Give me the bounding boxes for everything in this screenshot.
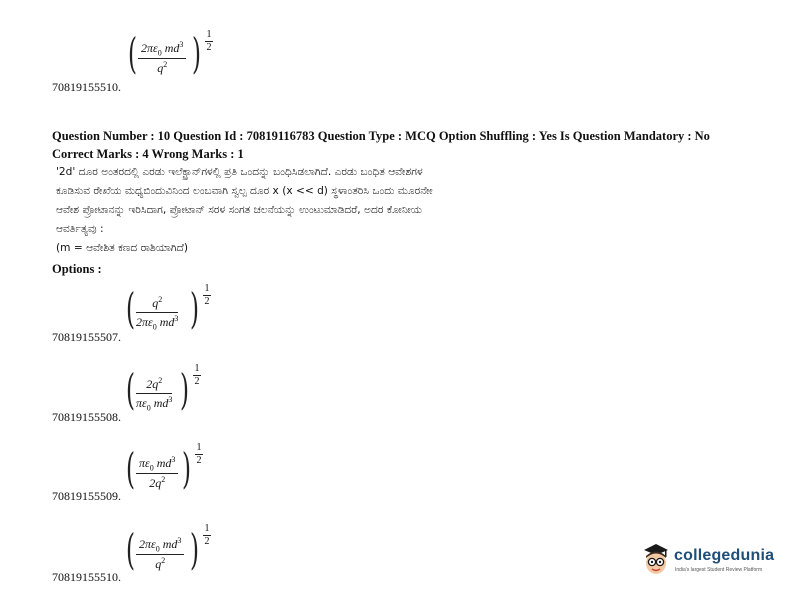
fraction: $\frac{2\pi\varepsilon_0 md^3}{q^2}$ — [136, 536, 184, 572]
question-text-line: (m = ಆವೇಶಿತ ಕಣದ ರಾಶಿಯಾಗಿದೆ) — [56, 242, 189, 254]
right-paren: ) — [180, 365, 190, 414]
exponent-half: 1 2 — [196, 442, 202, 466]
right-paren: ) — [182, 444, 192, 493]
left-paren: ( — [126, 444, 136, 493]
option-expression — [126, 442, 216, 495]
option-id: 70819155507. — [52, 330, 121, 344]
student-mascot-icon — [641, 543, 671, 577]
option-expression — [126, 523, 216, 576]
top-option-expression — [128, 29, 218, 80]
option-expression — [126, 363, 216, 416]
fraction: $\frac{\pi\varepsilon_0 md^3}{2q^2}$ — [136, 455, 178, 491]
fraction: $\frac{2q^2}{\pi\varepsilon_0 md^3}$ — [136, 376, 173, 413]
question-text-line: ಕೂಡಿಸುವ ರೇಖೆಯ ಮಧ್ಯಬಿಂದುವಿನಿಂದ ಲಂಬವಾಗಿ ಸ್ವಲ್ಪ ದೂರ x (x << d) ಸ್ಥಳಾಂತರಿಸಿ ಒಂದು ಮೂರನೇೕ — [56, 185, 433, 197]
question-text-line: ಆವರ್ತಿತ್ಯವು : — [56, 223, 104, 235]
option-id: 70819155509. — [52, 489, 121, 503]
left-paren: ( — [126, 284, 136, 333]
logo-tagline: India's largest Student Review Platform — [675, 567, 763, 573]
left-paren: ( — [126, 525, 136, 574]
right-paren: ) — [190, 525, 200, 574]
option-id: 70819155508. — [52, 410, 121, 424]
question-header-line1: Question Number : 10 Question Id : 70819116783 Question Type : MCQ Option Shuffling : Yes Is Question Mandatory : No — [52, 129, 710, 143]
exponent-half: 1 2 — [206, 29, 212, 53]
left-paren: ( — [128, 29, 138, 78]
collegedunia-logo — [641, 543, 781, 579]
option-id: 70819155510. — [52, 80, 121, 94]
fraction: $\frac{2\pi\varepsilon_0 md^3}{q^2}$ — [138, 40, 186, 76]
question-text — [56, 163, 433, 258]
left-paren: ( — [126, 365, 136, 414]
fraction: $\frac{q^2}{2\pi\varepsilon_0 md^3}$ — [136, 295, 179, 332]
question-header-line2: Correct Marks : 4 Wrong Marks : 1 — [52, 147, 244, 161]
options-label: Options : — [52, 262, 102, 276]
exponent-half: 1 2 — [204, 283, 210, 307]
option-id: 70819155510. — [52, 570, 121, 584]
question-text-line: ಆವೇಶ ಪ್ರೋಟಾನನ್ನು ಇರಿಸಿದಾಗ, ಪ್ರೋಟಾನ್ ಸರಳ ಸಂಗತ ಚಲನೆಯನ್ನು ಉಂಟುಮಾಡಿದರೆ, ಅದರ ಕೋನೀಯ — [56, 204, 423, 216]
right-paren: ) — [192, 29, 202, 78]
exponent-half: 1 2 — [194, 363, 200, 387]
question-text-line: '2d' ದೂರ ಅಂತರದಲ್ಲಿ ಎರಡು ಇಲೆಕ್ಟ್ರಾನ್‌ಗಳಲ್ಲಿ ಪ್ರತಿ ಒಂದನ್ನು ಬಂಧಿಸಿಡಲಾಗಿದೆ. ಎರಡು ಬಂಧಿತ ಆವೇಶಗಳ — [56, 166, 423, 178]
option-expression — [126, 283, 216, 335]
right-paren: ) — [190, 284, 200, 333]
logo-wordmark: collegedunia — [674, 547, 775, 564]
exponent-half: 1 2 — [204, 523, 210, 547]
